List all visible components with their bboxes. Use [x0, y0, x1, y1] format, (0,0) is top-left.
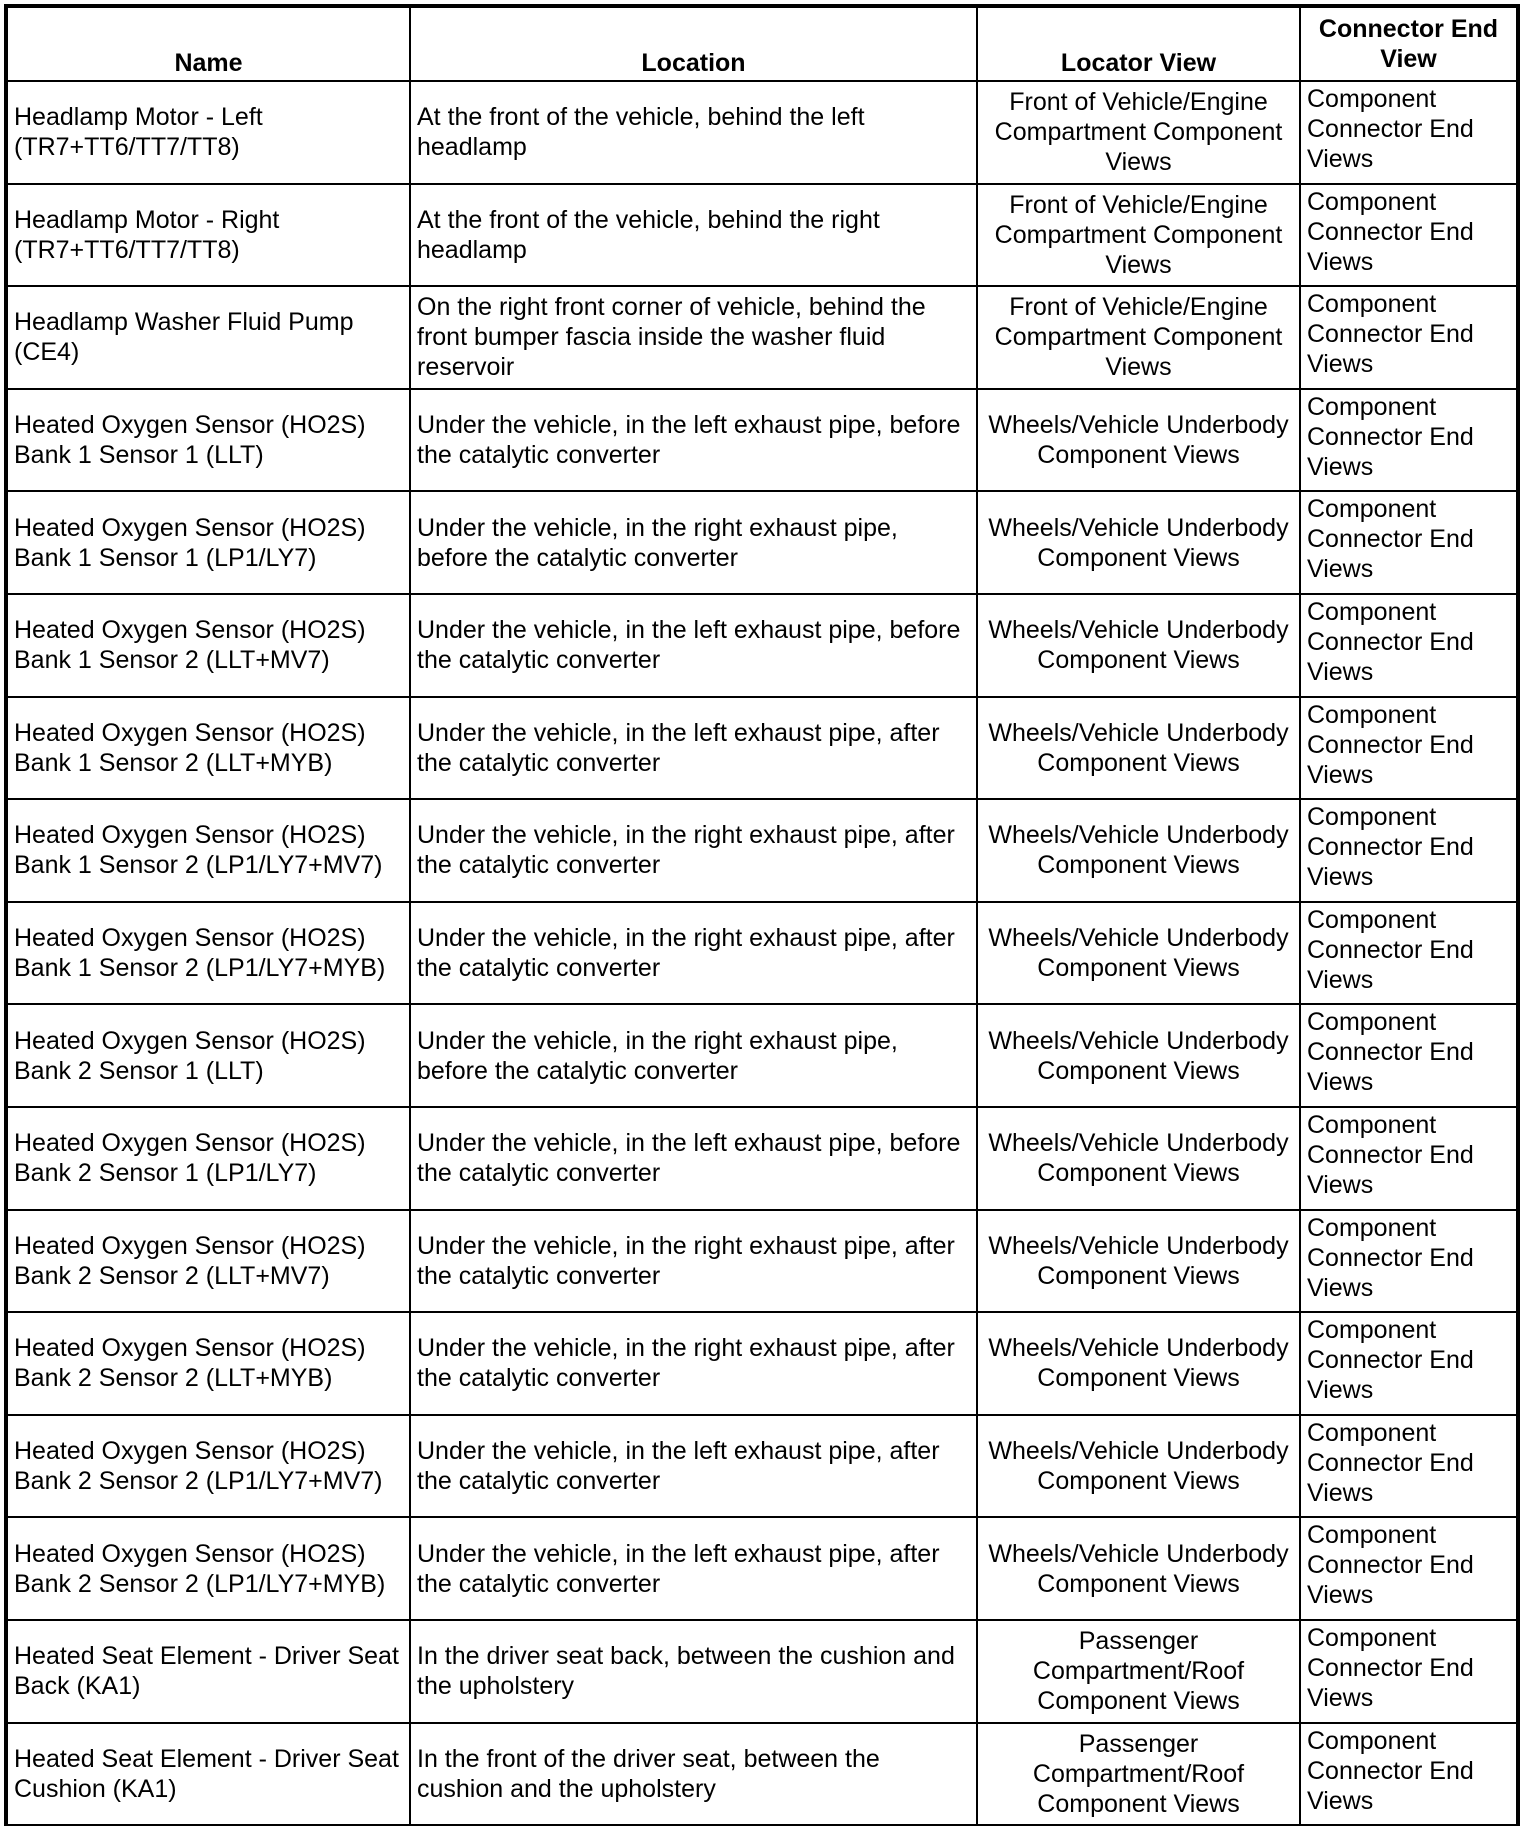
- cell-connector-end-view: Component Connector End Views: [1300, 594, 1517, 697]
- cell-name: Heated Oxygen Sensor (HO2S) Bank 2 Sensor 1 (LLT): [7, 1004, 410, 1107]
- cell-connector-end-view: Component Connector End Views: [1300, 1004, 1517, 1107]
- cell-locator-view: Wheels/Vehicle Underbody Component Views: [977, 1004, 1300, 1107]
- cell-connector-end-view: Component Connector End Views: [1300, 697, 1517, 800]
- table-body: [7, 81, 1517, 1825]
- cell-connector-end-view: Component Connector End Views: [1300, 1723, 1517, 1826]
- table-row: [7, 1415, 1517, 1518]
- table-header: [7, 7, 1517, 81]
- table-row: [7, 286, 1517, 389]
- cell-name: Heated Oxygen Sensor (HO2S) Bank 1 Sensor 2 (LP1/LY7+MYB): [7, 902, 410, 1005]
- cell-locator-view: Passenger Compartment/Roof Component Views: [977, 1723, 1300, 1826]
- header-name: Name: [7, 7, 410, 81]
- cell-connector-end-view: Component Connector End Views: [1300, 1312, 1517, 1415]
- cell-name: Headlamp Motor - Left (TR7+TT6/TT7/TT8): [7, 81, 410, 184]
- table-row: [7, 1620, 1517, 1723]
- cell-locator-view: Wheels/Vehicle Underbody Component Views: [977, 594, 1300, 697]
- table-row: [7, 697, 1517, 800]
- cell-locator-view: Front of Vehicle/Engine Compartment Component Views: [977, 286, 1300, 389]
- cell-name: Heated Oxygen Sensor (HO2S) Bank 1 Sensor 2 (LP1/LY7+MV7): [7, 799, 410, 902]
- cell-locator-view: Wheels/Vehicle Underbody Component Views: [977, 1415, 1300, 1518]
- table-row: [7, 594, 1517, 697]
- cell-name: Heated Oxygen Sensor (HO2S) Bank 1 Sensor 2 (LLT+MYB): [7, 697, 410, 800]
- cell-connector-end-view: Component Connector End Views: [1300, 799, 1517, 902]
- table-row: [7, 799, 1517, 902]
- cell-connector-end-view: Component Connector End Views: [1300, 286, 1517, 389]
- cell-connector-end-view: Component Connector End Views: [1300, 389, 1517, 492]
- cell-name: Heated Oxygen Sensor (HO2S) Bank 2 Sensor 2 (LLT+MYB): [7, 1312, 410, 1415]
- cell-connector-end-view: Component Connector End Views: [1300, 1210, 1517, 1313]
- cell-locator-view: Wheels/Vehicle Underbody Component Views: [977, 1517, 1300, 1620]
- table-row: [7, 184, 1517, 287]
- cell-locator-view: Wheels/Vehicle Underbody Component Views: [977, 1107, 1300, 1210]
- cell-locator-view: Wheels/Vehicle Underbody Component Views: [977, 1312, 1300, 1415]
- cell-name: Headlamp Washer Fluid Pump (CE4): [7, 286, 410, 389]
- cell-name: Heated Oxygen Sensor (HO2S) Bank 1 Sensor 2 (LLT+MV7): [7, 594, 410, 697]
- cell-locator-view: Wheels/Vehicle Underbody Component Views: [977, 491, 1300, 594]
- cell-location: In the front of the driver seat, between the cushion and the upholstery: [410, 1723, 977, 1826]
- table-row: [7, 389, 1517, 492]
- cell-name: Heated Oxygen Sensor (HO2S) Bank 2 Sensor 2 (LLT+MV7): [7, 1210, 410, 1313]
- cell-connector-end-view: Component Connector End Views: [1300, 1107, 1517, 1210]
- cell-location: At the front of the vehicle, behind the left headlamp: [410, 81, 977, 184]
- cell-name: Heated Oxygen Sensor (HO2S) Bank 2 Sensor 1 (LP1/LY7): [7, 1107, 410, 1210]
- table-row: [7, 902, 1517, 1005]
- cell-locator-view: Front of Vehicle/Engine Compartment Component Views: [977, 81, 1300, 184]
- table-row: [7, 81, 1517, 184]
- cell-name: Heated Oxygen Sensor (HO2S) Bank 1 Sensor 1 (LP1/LY7): [7, 491, 410, 594]
- cell-name: Heated Seat Element - Driver Seat Cushion (KA1): [7, 1723, 410, 1826]
- cell-locator-view: Wheels/Vehicle Underbody Component Views: [977, 389, 1300, 492]
- cell-location: On the right front corner of vehicle, behind the front bumper fascia inside the washer fluid reservoir: [410, 286, 977, 389]
- cell-location: Under the vehicle, in the left exhaust pipe, after the catalytic converter: [410, 1517, 977, 1620]
- cell-location: Under the vehicle, in the right exhaust pipe, after the catalytic converter: [410, 902, 977, 1005]
- header-row: [7, 7, 1517, 81]
- table-row: [7, 1210, 1517, 1313]
- table-row: [7, 1723, 1517, 1826]
- cell-location: Under the vehicle, in the left exhaust pipe, before the catalytic converter: [410, 389, 977, 492]
- cell-connector-end-view: Component Connector End Views: [1300, 184, 1517, 287]
- cell-locator-view: Wheels/Vehicle Underbody Component Views: [977, 902, 1300, 1005]
- cell-name: Heated Oxygen Sensor (HO2S) Bank 1 Sensor 1 (LLT): [7, 389, 410, 492]
- cell-location: Under the vehicle, in the right exhaust pipe, before the catalytic converter: [410, 491, 977, 594]
- cell-connector-end-view: Component Connector End Views: [1300, 1415, 1517, 1518]
- component-locator-table: [6, 6, 1518, 1826]
- cell-connector-end-view: Component Connector End Views: [1300, 1517, 1517, 1620]
- cell-location: Under the vehicle, in the left exhaust pipe, after the catalytic converter: [410, 697, 977, 800]
- cell-locator-view: Wheels/Vehicle Underbody Component Views: [977, 697, 1300, 800]
- table-row: [7, 1312, 1517, 1415]
- cell-location: Under the vehicle, in the left exhaust pipe, after the catalytic converter: [410, 1415, 977, 1518]
- table-row: [7, 1004, 1517, 1107]
- header-connector-end-view: Connector End View: [1300, 7, 1517, 81]
- cell-connector-end-view: Component Connector End Views: [1300, 81, 1517, 184]
- cell-locator-view: Wheels/Vehicle Underbody Component Views: [977, 1210, 1300, 1313]
- cell-location: Under the vehicle, in the right exhaust pipe, before the catalytic converter: [410, 1004, 977, 1107]
- header-location: Location: [410, 7, 977, 81]
- cell-location: Under the vehicle, in the left exhaust pipe, before the catalytic converter: [410, 1107, 977, 1210]
- cell-location: Under the vehicle, in the right exhaust pipe, after the catalytic converter: [410, 1312, 977, 1415]
- table-row: [7, 1517, 1517, 1620]
- cell-locator-view: Passenger Compartment/Roof Component Views: [977, 1620, 1300, 1723]
- cell-locator-view: Front of Vehicle/Engine Compartment Component Views: [977, 184, 1300, 287]
- cell-name: Heated Oxygen Sensor (HO2S) Bank 2 Sensor 2 (LP1/LY7+MV7): [7, 1415, 410, 1518]
- cell-locator-view: Wheels/Vehicle Underbody Component Views: [977, 799, 1300, 902]
- header-locator-view: Locator View: [977, 7, 1300, 81]
- cell-connector-end-view: Component Connector End Views: [1300, 1620, 1517, 1723]
- cell-location: In the driver seat back, between the cushion and the upholstery: [410, 1620, 977, 1723]
- cell-name: Heated Seat Element - Driver Seat Back (KA1): [7, 1620, 410, 1723]
- cell-connector-end-view: Component Connector End Views: [1300, 491, 1517, 594]
- table-row: [7, 491, 1517, 594]
- cell-location: Under the vehicle, in the right exhaust pipe, after the catalytic converter: [410, 1210, 977, 1313]
- cell-connector-end-view: Component Connector End Views: [1300, 902, 1517, 1005]
- cell-name: Headlamp Motor - Right (TR7+TT6/TT7/TT8): [7, 184, 410, 287]
- cell-location: At the front of the vehicle, behind the right headlamp: [410, 184, 977, 287]
- cell-location: Under the vehicle, in the left exhaust pipe, before the catalytic converter: [410, 594, 977, 697]
- cell-location: Under the vehicle, in the right exhaust pipe, after the catalytic converter: [410, 799, 977, 902]
- cell-name: Heated Oxygen Sensor (HO2S) Bank 2 Sensor 2 (LP1/LY7+MYB): [7, 1517, 410, 1620]
- table-row: [7, 1107, 1517, 1210]
